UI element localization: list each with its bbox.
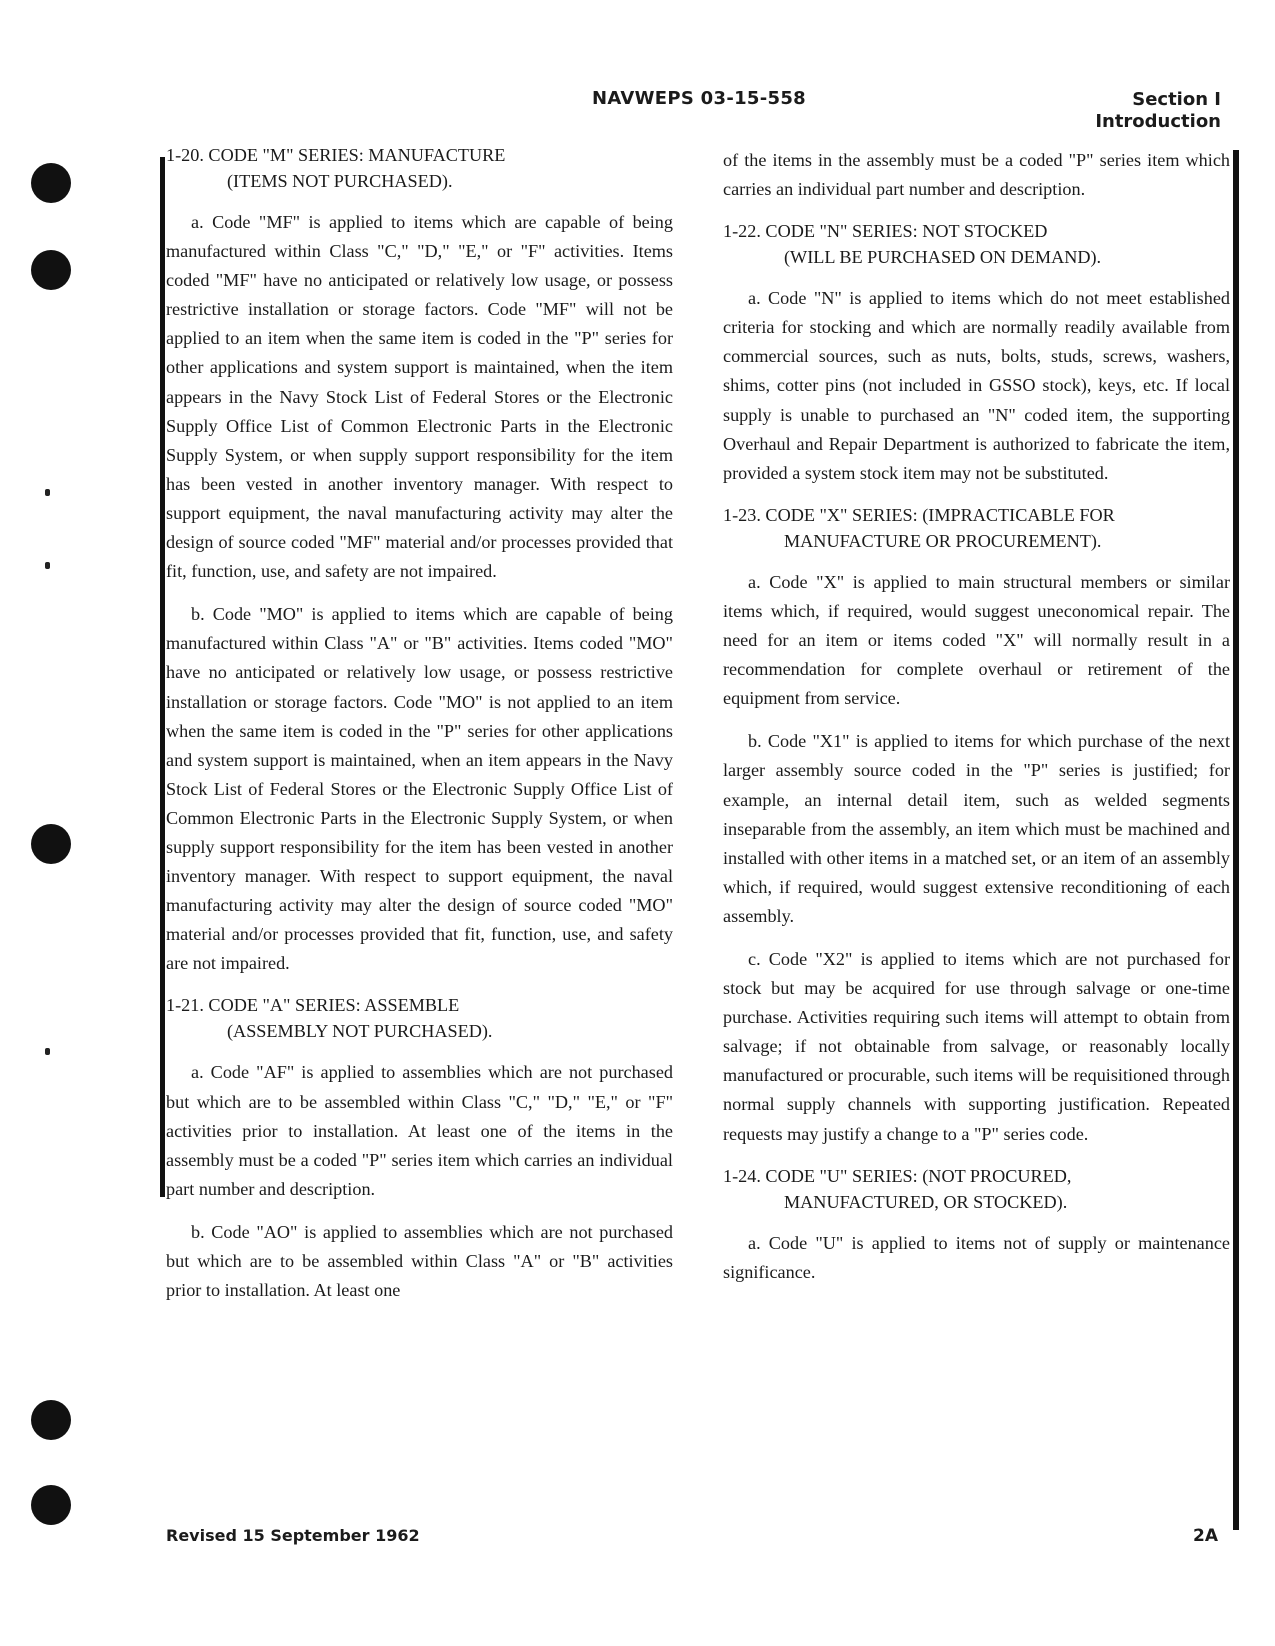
paragraph-1-21-b: b. Code "AO" is applied to assemblies which are not purchased but which are to be assembled within Class "A" or "B" activities prior to installation. At least one xyxy=(166,1221,673,1301)
section-label: Section I xyxy=(1132,89,1221,110)
document-number: NAVWEPS 03-15-558 xyxy=(592,88,806,109)
revision-date: Revised 15 September 1962 xyxy=(166,1526,420,1545)
heading-1-24 xyxy=(723,1163,1230,1215)
heading-line: MANUFACTURED, OR STOCKED). xyxy=(784,1191,1068,1212)
binder-hole-4 xyxy=(31,1400,71,1440)
paragraph-continuation: of the items in the assembly must be a coded "P" series item which carries an individual part number and description. xyxy=(723,150,1230,200)
heading-line: 1-23. CODE "X" SERIES: (IMPRACTICABLE FOR xyxy=(723,504,1115,525)
page-number: 2A xyxy=(1193,1526,1218,1546)
heading-1-21 xyxy=(166,992,673,1044)
heading-line: 1-20. CODE "M" SERIES: MANUFACTURE xyxy=(166,145,506,165)
heading-line: (ASSEMBLY NOT PURCHASED). xyxy=(227,1021,493,1042)
heading-line: 1-21. CODE "A" SERIES: ASSEMBLE xyxy=(166,995,460,1016)
heading-line: (ITEMS NOT PURCHASED). xyxy=(227,171,453,191)
section-title: Introduction xyxy=(1095,111,1221,132)
paragraph-1-20-b: b. Code "MO" is applied to items which are capable of being manufactured within Class "A" or "B" activities. Items coded "MO" have no anticipated or relatively low usage, or possess restrictive installation or storage factors. Code "MO" is not applied to an item when the same item is coded in the "P" series for other applications and system support is maintained, when an item appears in the Navy Stock List of Federal Stores or the Electronic Supply Office List of Common Electronic Parts in the Electronic Supply System, or when supply support responsibility for the item has been vested in another inventory manager. With respect to support equipment, the naval manufacturing activity may alter the design of source coded "MO" material and/or processes provided that fit, function, use, and safety are not impaired. xyxy=(166,604,673,974)
speck-mark xyxy=(45,1048,50,1055)
heading-line: 1-24. CODE "U" SERIES: (NOT PROCURED, xyxy=(723,1165,1072,1186)
revision-bar-left xyxy=(160,157,165,1197)
heading-line: (WILL BE PURCHASED ON DEMAND). xyxy=(784,247,1102,268)
speck-mark xyxy=(45,562,50,569)
heading-1-23 xyxy=(723,502,1230,554)
paragraph-1-22-a: a. Code "N" is applied to items which do not meet established criteria for stocking and which are normally readily available from commercial sources, such as nuts, bolts, studs, screws, washers, shims, cotter pins (not included in GSSO stock), keys, etc. If local supply is unable to purchased an "N" coded item, the supporting Overhaul and Repair Department is authorized to fabricate the item, provided a system stock item may not be substituted. xyxy=(723,288,1230,483)
paragraph-1-21-a: a. Code "AF" is applied to assemblies which are not purchased but which are to be assembled within Class "C," "D," "E," or "F" activities prior to installation. At least one of the items in the assembly must be a coded "P" series item which carries an individual part number and description. xyxy=(166,1062,673,1199)
binder-hole-1 xyxy=(31,163,71,203)
binder-hole-5 xyxy=(31,1485,71,1525)
paragraph-1-24-a: a. Code "U" is applied to items not of supply or maintenance significance. xyxy=(723,1232,1230,1282)
right-column xyxy=(723,146,1230,1301)
heading-1-22 xyxy=(723,218,1230,270)
heading-1-20 xyxy=(166,142,673,194)
heading-line: 1-22. CODE "N" SERIES: NOT STOCKED xyxy=(723,221,1048,242)
paragraph-1-23-a: a. Code "X" is applied to main structural members or similar items which, if required, would suggest uneconomical repair. The need for an item or items coded "X" will normally result in a recommendation for complete overhaul or retirement of the equipment from service. xyxy=(723,571,1230,709)
binder-hole-3 xyxy=(31,824,71,864)
paragraph-1-20-a: a. Code "MF" is applied to items which are capable of being manufactured within Class "C," "D," "E," or "F" activities. Items coded "MF" have no anticipated or relatively low usage, or possess restrictive installation or storage factors. Code "MF" will not be applied to an item when the same item is coded in the "P" series for other applications and system support is maintained, when the item appears in the Navy Stock List of Federal Stores or the Electronic Supply Office List of Common Electronic Parts in the Electronic Supply System, or when supply support responsibility for the item has been vested in another inventory manager. With respect to support equipment, the naval manufacturing activity may alter the design of source coded "MF" material and/or processes provided that fit, function, use, and safety are not impaired. xyxy=(166,212,673,582)
binder-hole-2 xyxy=(31,250,71,290)
speck-mark xyxy=(45,489,50,496)
section-header xyxy=(1095,89,1221,133)
heading-line: MANUFACTURE OR PROCUREMENT). xyxy=(784,530,1102,551)
left-column xyxy=(166,142,673,1319)
paragraph-1-23-b: b. Code "X1" is applied to items for which purchase of the next larger assembly source coded in the "P" series is justified; for example, an internal detail item, such as welded segments inseparable from the assembly, an item which must be machined and installed with other items in a matched set, or an item of an assembly which, if required, would suggest extensive reconditioning of each assembly. xyxy=(723,731,1230,926)
paragraph-1-23-c: c. Code "X2" is applied to items which are not purchased for stock but may be acquired for use through salvage or one-time purchase. Activities requiring such items will attempt to obtain from salvage; if not obtainable from salvage, or reasonably locally manufactured or procurable, such items will be requisitioned through normal supply channels with supporting justification. Repeated requests may justify a change to a "P" series code. xyxy=(723,948,1230,1144)
revision-bar-right xyxy=(1233,150,1239,1530)
